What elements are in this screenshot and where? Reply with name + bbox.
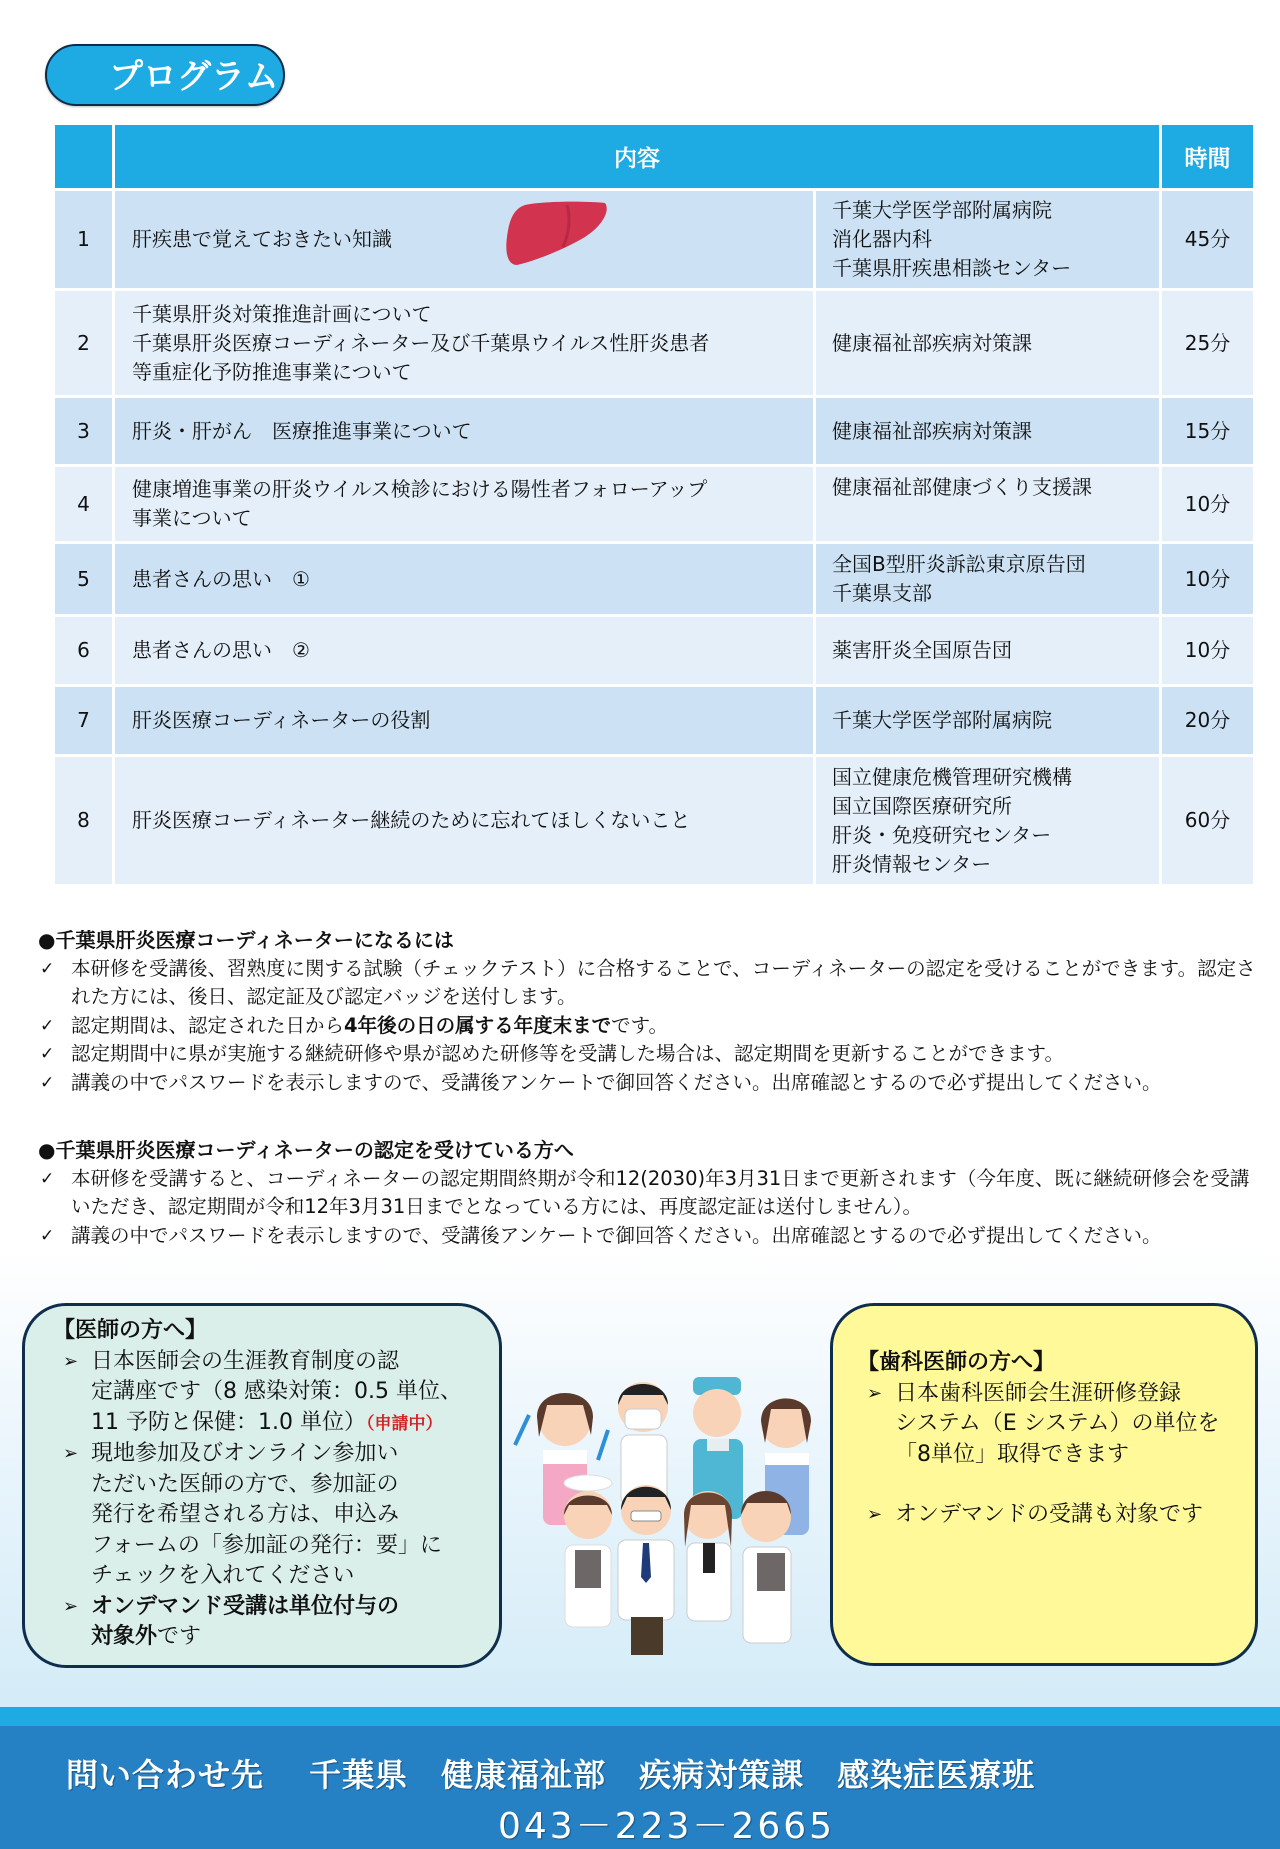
row-org (816, 467, 1159, 541)
item-text: 講義の中でパスワードを表示しますので、受講後アンケートで御回答ください。出席確認とするので必ず提出してください。 (71, 1070, 1162, 1094)
org-line: 千葉大学医学部附属病院 (832, 198, 1052, 222)
bullet-line: システム（E システム）の単位を (895, 1411, 1220, 1436)
row-content-line: 事業について (132, 506, 252, 530)
row-content (115, 191, 813, 288)
bullet-line: ただいた医師の方で、参加証の (91, 1471, 399, 1497)
checklist-item (38, 1012, 1268, 1041)
row-time: 10分 (1162, 467, 1253, 541)
bullet-item (61, 1592, 479, 1653)
bullet-line: 日本医師会の生涯教育制度の認 (91, 1348, 400, 1374)
checklist-item (38, 1040, 1268, 1069)
bullet-line: 定講座です（8 感染対策：0.5 単位、 (91, 1379, 462, 1404)
item-text: 本研修を受講後、習熟度に関する試験（チェックテスト）に合格することで、コーディネーターの認定を受けることができます。認定された方には、後日、認定証及び認定バッジを送付します。 (71, 956, 1256, 1008)
row-time: 10分 (1162, 617, 1253, 684)
item-text: 認定期間中に県が実施する継続研修や県が認めた研修等を受講した場合は、認定期間を更新することができます。 (71, 1042, 1064, 1065)
checklist-item (38, 955, 1268, 1012)
contact-phone: 043－223－2665 (498, 1806, 836, 1847)
header-time: 時間 (1162, 125, 1253, 188)
arrow-bullet-icon: ➢ (867, 1382, 883, 1404)
org-line: 健康福祉部疾病対策課 (832, 418, 1032, 443)
section-heading: ●千葉県肝炎医療コーディネーターになるには (38, 928, 454, 952)
row-content (115, 687, 813, 754)
row-num: 5 (55, 544, 112, 614)
row-content (115, 757, 813, 884)
row-time: 10分 (1162, 544, 1253, 614)
row-num: 3 (55, 398, 112, 464)
org-line: 健康福祉部健康づくり支援課 (832, 475, 1092, 499)
bullet-line: フォームの「参加証の発行：要」に (91, 1532, 442, 1558)
org-line: 薬害肝炎全国原告団 (832, 638, 1012, 662)
row-content-line: 患者さんの思い ② (132, 638, 310, 662)
row-content-line: 肝炎・肝がん 医療推進事業について (132, 418, 472, 443)
row-content-line: 患者さんの思い ① (132, 566, 310, 591)
row-org (816, 617, 1159, 684)
org-line: 国立国際医療研究所 (832, 793, 1012, 818)
checklist-item (38, 1069, 1268, 1098)
bullet-line: です (157, 1624, 202, 1649)
bullet-line: 発行を希望される方は、申込み (91, 1502, 400, 1527)
bullet-item (61, 1347, 479, 1440)
row-num: 6 (55, 617, 112, 684)
box-title: 【医師の方へ】 (53, 1318, 208, 1343)
row-num: 7 (55, 687, 112, 754)
org-line: 全国B型肝炎訴訟東京原告団 (832, 552, 1086, 576)
header-num (55, 125, 112, 188)
check-icon: ✓ (40, 1044, 55, 1064)
table-row (55, 544, 1253, 614)
bullet-line: チェックを入れてください (91, 1563, 355, 1588)
row-time: 20分 (1162, 687, 1253, 754)
program-title: プログラム (45, 44, 285, 106)
section-heading: ●千葉県肝炎医療コーディネーターの認定を受けている方へ (38, 1138, 574, 1162)
row-org (816, 291, 1159, 395)
row-content-line: 健康増進事業の肝炎ウイルス検診における陽性者フォローアップ (132, 477, 708, 501)
bullet-line: 11 予防と保健：1.0 単位） (91, 1409, 366, 1435)
row-content (115, 291, 813, 395)
spacer (865, 1470, 1239, 1500)
table-row (55, 398, 1253, 464)
row-org (816, 191, 1159, 288)
doctor-info-box (22, 1303, 502, 1668)
check-icon: ✓ (40, 1072, 55, 1093)
contact-label: 問い合わせ先 千葉県 健康福祉部 疾病対策課 感染症医療班 (66, 1756, 1036, 1794)
org-line: 肝炎情報センター (832, 851, 992, 876)
row-time: 15分 (1162, 398, 1253, 464)
section-certified (38, 1136, 1268, 1250)
table-row (55, 617, 1253, 684)
item-text: です。 (611, 1013, 669, 1037)
box-title: 【歯科医師の方へ】 (857, 1350, 1056, 1375)
row-content (115, 544, 813, 614)
table-header-row (55, 125, 1253, 188)
org-line: 肝炎・免疫研究センター (832, 822, 1052, 847)
row-time: 45分 (1162, 191, 1253, 288)
row-org (816, 398, 1159, 464)
check-icon: ✓ (40, 958, 55, 979)
row-time: 25分 (1162, 291, 1253, 395)
table-row (55, 467, 1253, 541)
check-icon: ✓ (40, 1015, 55, 1036)
row-num: 4 (55, 467, 112, 541)
footer-contact (0, 1726, 1280, 1849)
row-content-line: 等重症化予防推進事業について (132, 359, 412, 384)
row-time: 60分 (1162, 757, 1253, 884)
dentist-info-box (830, 1303, 1258, 1666)
org-line: 健康福祉部疾病対策課 (832, 330, 1032, 355)
footer-accent-band (0, 1707, 1280, 1726)
check-icon: ✓ (40, 1225, 55, 1246)
status-badge: （申請中） (365, 1413, 443, 1434)
row-content-line: 千葉県肝炎医療コーディネーター及び千葉県ウイルス性肝炎患者 (132, 330, 710, 355)
bullet-line: 日本歯科医師会生涯研修登録 (895, 1380, 1182, 1406)
row-content (115, 467, 813, 541)
row-content-line: 肝炎医療コーディネーターの役割 (132, 708, 431, 732)
bullet-line: 現地参加及びオンライン参加い (91, 1441, 399, 1466)
item-text-bold: 4年後の日の属する年度末まで (344, 1013, 612, 1037)
bullet-item (865, 1500, 1239, 1531)
bullet-line: 対象外 (91, 1624, 158, 1649)
header-content: 内容 (115, 125, 1159, 188)
org-line: 千葉県肝疾患相談センター (832, 256, 1072, 280)
table-row (55, 291, 1253, 395)
org-line: 消化器内科 (832, 227, 932, 251)
arrow-bullet-icon: ➢ (63, 1443, 79, 1464)
item-text: 本研修を受講すると、コーディネーターの認定期間終期が令和12(2030)年3月31日まで更新されます（今年度、既に継続研修会を受講いただき、認定期間が令和12年3月31日までとなっている方には、再度認定証は送付しません）。 (71, 1166, 1250, 1218)
medical-staff-illustration (503, 1365, 828, 1660)
table-row (55, 191, 1253, 288)
row-num: 8 (55, 757, 112, 884)
table-row (55, 757, 1253, 884)
bullet-item (61, 1439, 479, 1592)
row-content (115, 617, 813, 684)
row-org (816, 757, 1159, 884)
program-table (52, 122, 1256, 887)
row-content-line: 千葉県肝炎対策推進計画について (132, 301, 432, 326)
bullet-line: 「8単位」取得できます (895, 1441, 1129, 1467)
arrow-bullet-icon: ➢ (867, 1504, 883, 1525)
bullet-item (865, 1379, 1239, 1471)
org-line: 国立健康危機管理研究機構 (832, 764, 1072, 789)
check-icon: ✓ (40, 1168, 55, 1189)
row-content (115, 398, 813, 464)
org-line: 千葉大学医学部附属病院 (832, 708, 1052, 732)
row-org (816, 687, 1159, 754)
item-text: 講義の中でパスワードを表示しますので、受講後アンケートで御回答ください。出席確認とするので必ず提出してください。 (71, 1223, 1162, 1247)
table-row (55, 687, 1253, 754)
org-line: 千葉県支部 (832, 581, 932, 605)
liver-icon (505, 201, 609, 267)
row-content-line: 肝疾患で覚えておきたい知識 (132, 227, 392, 251)
checklist-item (38, 1222, 1268, 1251)
row-num: 2 (55, 291, 112, 395)
checklist-item (38, 1165, 1268, 1222)
item-text: 認定期間は、認定された日から (71, 1013, 345, 1037)
row-num: 1 (55, 191, 112, 288)
arrow-bullet-icon: ➢ (63, 1350, 79, 1372)
bullet-line: オンデマンド受講は単位付与の (91, 1593, 400, 1619)
section-become-coordinator (38, 926, 1268, 1097)
row-content-line: 肝炎医療コーディネーター継続のために忘れてほしくないこと (132, 808, 691, 832)
bullet-line: オンデマンドの受講も対象です (895, 1502, 1204, 1527)
arrow-bullet-icon: ➢ (63, 1595, 79, 1617)
row-org (816, 544, 1159, 614)
